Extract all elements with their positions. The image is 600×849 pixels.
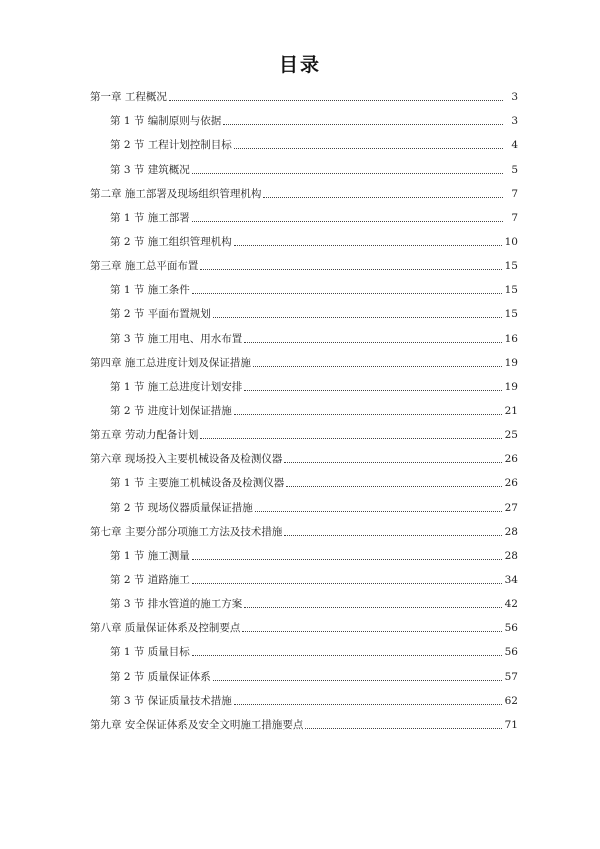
toc-entry-page-number: 15 <box>504 260 518 273</box>
toc-section-entry <box>90 659 518 683</box>
toc-section-entry <box>90 225 518 249</box>
toc-entry-page-number: 7 <box>511 211 518 224</box>
dot-leader <box>234 147 503 149</box>
table-of-contents <box>90 80 518 732</box>
toc-entry-label: 第 3 节 保证质量技术措施 <box>110 694 232 707</box>
toc-chapter-entry <box>90 80 518 104</box>
dot-leader <box>242 630 501 632</box>
toc-chapter-entry <box>90 249 518 273</box>
toc-entry-label: 第 2 节 质量保证体系 <box>110 670 211 683</box>
toc-entry-label: 第一章 工程概况 <box>90 91 167 104</box>
toc-entry-page-number: 28 <box>504 525 518 538</box>
dot-leader <box>234 703 502 705</box>
toc-entry-label: 第六章 现场投入主要机械设备及检测仪器 <box>90 453 283 466</box>
toc-section-entry <box>90 563 518 587</box>
dot-leader <box>169 99 503 101</box>
dot-leader <box>255 510 502 512</box>
toc-section-entry <box>90 297 518 321</box>
toc-entry-label: 第 2 节 平面布置规划 <box>110 308 211 321</box>
toc-entry-page-number: 26 <box>504 453 518 466</box>
toc-entry-page-number: 15 <box>504 308 518 321</box>
toc-entry-label: 第 1 节 施工总进度计划安排 <box>110 380 243 393</box>
dot-leader <box>244 606 501 608</box>
toc-entry-page-number: 57 <box>504 670 518 683</box>
toc-section-entry <box>90 152 518 176</box>
dot-leader <box>192 582 502 584</box>
toc-section-entry <box>90 370 518 394</box>
toc-entry-page-number: 19 <box>504 380 518 393</box>
toc-entry-label: 第 1 节 施工部署 <box>110 211 190 224</box>
toc-entry-page-number: 7 <box>511 187 518 200</box>
toc-entry-label: 第九章 安全保证体系及安全文明施工措施要点 <box>90 718 304 731</box>
toc-section-entry <box>90 635 518 659</box>
toc-entry-page-number: 16 <box>504 332 518 345</box>
toc-entry-page-number: 15 <box>504 284 518 297</box>
toc-entry-label: 第 2 节 现场仪器质量保证措施 <box>110 501 253 514</box>
dot-leader <box>192 220 503 222</box>
dot-leader <box>234 244 502 246</box>
dot-leader <box>213 679 502 681</box>
dot-leader <box>192 654 502 656</box>
dot-leader <box>234 413 502 415</box>
dot-leader <box>200 268 501 270</box>
dot-leader <box>192 172 503 174</box>
toc-entry-label: 第八章 质量保证体系及控制要点 <box>90 622 241 635</box>
dot-leader <box>244 341 501 343</box>
toc-section-entry <box>90 684 518 708</box>
toc-section-entry <box>90 201 518 225</box>
toc-entry-page-number: 71 <box>504 718 518 731</box>
toc-entry-label: 第 3 节 建筑概况 <box>110 163 190 176</box>
dot-leader <box>284 534 501 536</box>
toc-entry-page-number: 56 <box>504 622 518 635</box>
toc-entry-page-number: 42 <box>504 598 518 611</box>
toc-chapter-entry <box>90 177 518 201</box>
dot-leader <box>253 365 502 367</box>
toc-entry-label: 第七章 主要分部分项施工方法及技术措施 <box>90 525 283 538</box>
dot-leader <box>223 123 503 125</box>
toc-entry-label: 第 1 节 施工条件 <box>110 284 190 297</box>
toc-section-entry <box>90 490 518 514</box>
toc-entry-label: 第 2 节 进度计划保证措施 <box>110 404 232 417</box>
toc-entry-page-number: 10 <box>504 235 518 248</box>
toc-entry-label: 第 2 节 工程计划控制目标 <box>110 139 232 152</box>
toc-entry-label: 第 2 节 道路施工 <box>110 573 190 586</box>
dot-leader <box>244 389 501 391</box>
toc-chapter-entry <box>90 442 518 466</box>
dot-leader <box>284 461 501 463</box>
toc-entry-page-number: 34 <box>504 573 518 586</box>
toc-section-entry <box>90 394 518 418</box>
toc-section-entry <box>90 539 518 563</box>
toc-entry-label: 第四章 施工总进度计划及保证措施 <box>90 356 251 369</box>
toc-entry-label: 第 2 节 施工组织管理机构 <box>110 235 232 248</box>
toc-section-entry <box>90 104 518 128</box>
toc-section-entry <box>90 587 518 611</box>
dot-leader <box>192 558 502 560</box>
dot-leader <box>192 292 502 294</box>
toc-section-entry <box>90 321 518 345</box>
toc-chapter-entry <box>90 708 518 732</box>
toc-chapter-entry <box>90 418 518 442</box>
toc-entry-label: 第 3 节 施工用电、用水布置 <box>110 332 243 345</box>
toc-entry-page-number: 26 <box>504 477 518 490</box>
toc-entry-page-number: 4 <box>511 139 518 152</box>
toc-entry-page-number: 19 <box>504 356 518 369</box>
toc-entry-label: 第五章 劳动力配备计划 <box>90 429 199 442</box>
toc-entry-label: 第二章 施工部署及现场组织管理机构 <box>90 187 262 200</box>
toc-entry-page-number: 3 <box>511 91 518 104</box>
dot-leader <box>286 485 501 487</box>
toc-entry-page-number: 5 <box>511 163 518 176</box>
toc-entry-label: 第 1 节 编制原则与依据 <box>110 115 222 128</box>
toc-entry-label: 第 1 节 施工测量 <box>110 549 190 562</box>
toc-chapter-entry <box>90 346 518 370</box>
toc-entry-page-number: 56 <box>504 646 518 659</box>
toc-entry-page-number: 3 <box>511 115 518 128</box>
toc-entry-label: 第 3 节 排水管道的施工方案 <box>110 598 243 611</box>
toc-section-entry <box>90 466 518 490</box>
dot-leader <box>305 727 501 729</box>
toc-entry-label: 第 1 节 主要施工机械设备及检测仪器 <box>110 477 285 490</box>
toc-entry-label: 第三章 施工总平面布置 <box>90 260 199 273</box>
toc-entry-label: 第 1 节 质量目标 <box>110 646 190 659</box>
toc-section-entry <box>90 273 518 297</box>
page-title: 目录 <box>278 54 321 76</box>
toc-entry-page-number: 28 <box>504 549 518 562</box>
toc-section-entry <box>90 128 518 152</box>
toc-entry-page-number: 27 <box>504 501 518 514</box>
toc-chapter-entry <box>90 611 518 635</box>
toc-entry-page-number: 21 <box>504 404 518 417</box>
toc-entry-page-number: 25 <box>504 429 518 442</box>
dot-leader <box>200 437 501 439</box>
toc-entry-page-number: 62 <box>504 694 518 707</box>
dot-leader <box>263 196 503 198</box>
toc-chapter-entry <box>90 515 518 539</box>
dot-leader <box>213 316 502 318</box>
